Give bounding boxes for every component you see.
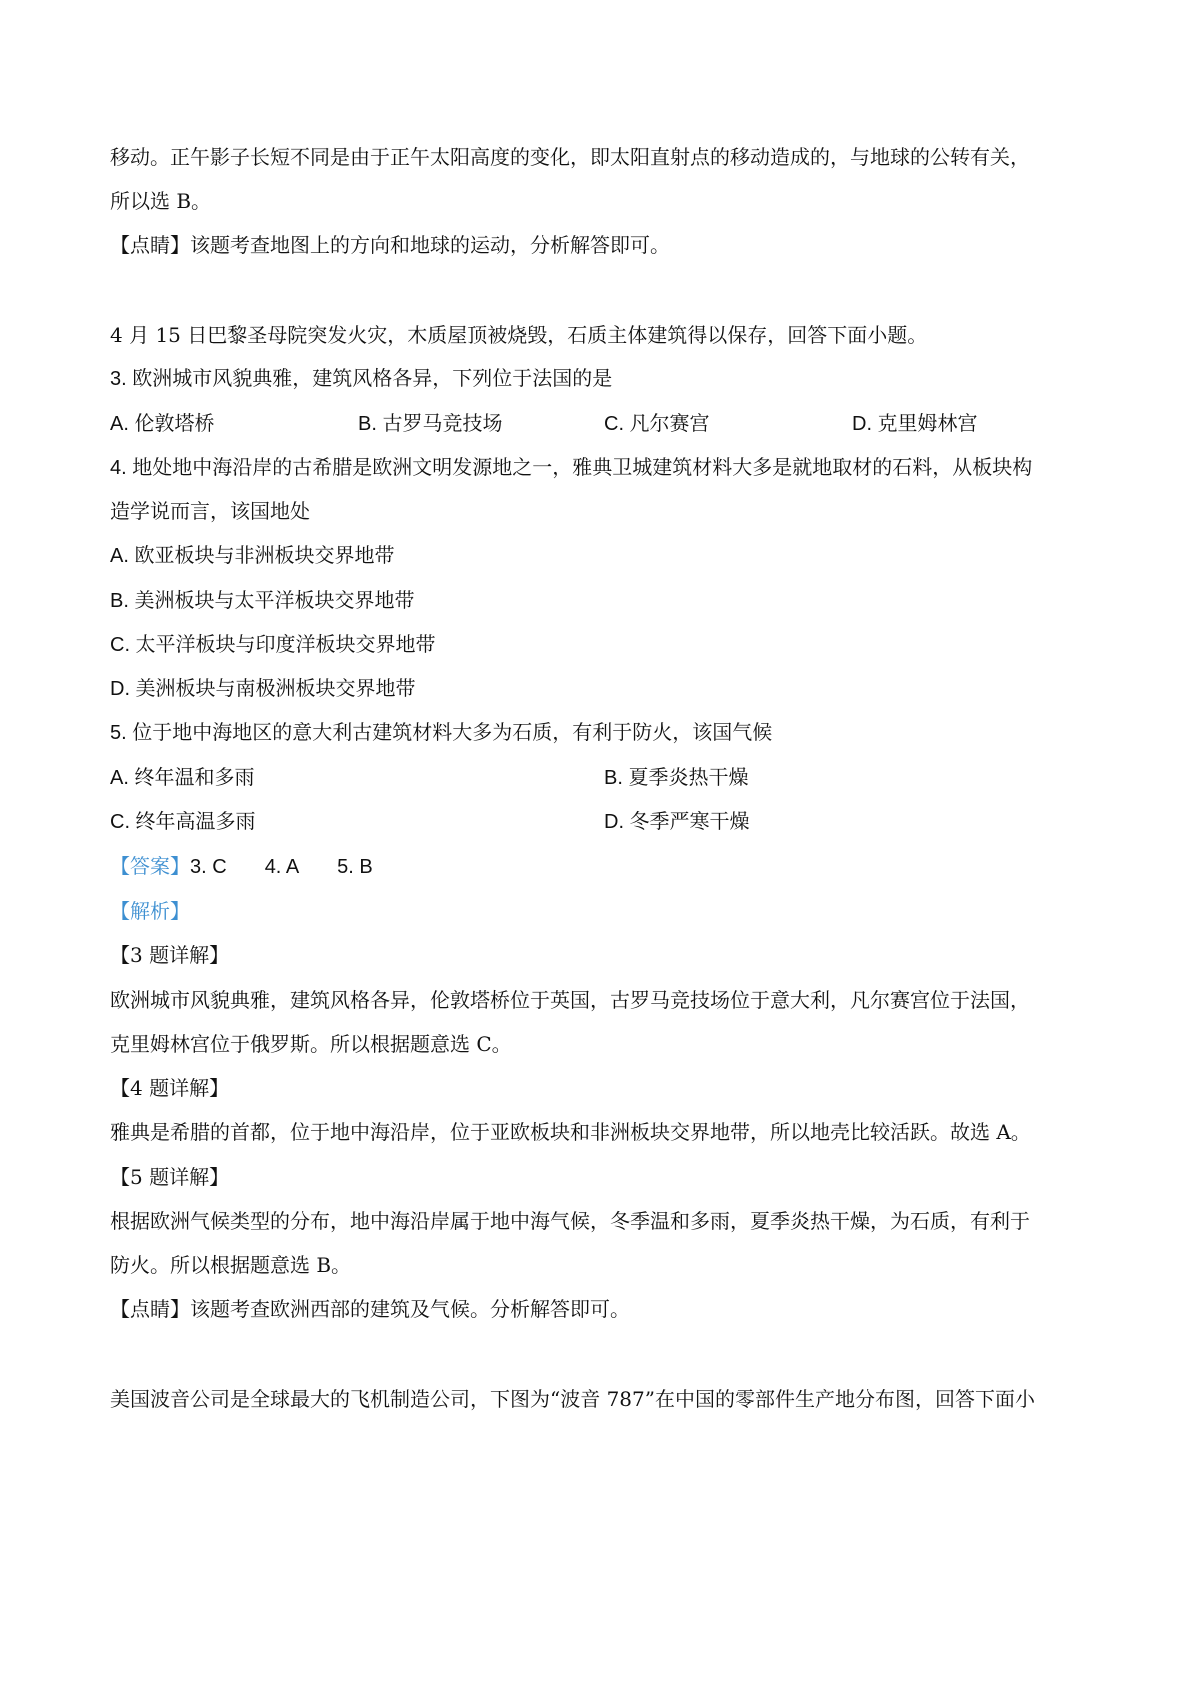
q5-option-c: C. 终年高温多雨: [110, 811, 256, 833]
question-4-line-1: 4. 地处地中海沿岸的古希腊是欧洲文明发源地之一，雅典卫城建筑材料大多是就地取材的石料，从板块构: [110, 457, 1033, 479]
q4-option-c: C. 太平洋板块与印度洋板块交界地带: [110, 634, 436, 656]
answer-line: [110, 852, 411, 882]
detail-4-line-1: 雅典是希腊的首都，位于地中海沿岸，位于亚欧板块和非洲板块交界地带，所以地壳比较活跃。故选 A。: [110, 1120, 1031, 1144]
intro-line-1: 移动。正午影子长短不同是由于正午太阳高度的变化，即太阳直射点的移动造成的，与地球的公转有关，: [110, 145, 1030, 169]
q4-option-d: D. 美洲板块与南极洲板块交界地带: [110, 678, 416, 700]
intro-line-2: 所以选 B。: [110, 189, 212, 213]
answer-item-3: 3. C: [190, 856, 227, 878]
question-5: 5. 位于地中海地区的意大利古建筑材料大多为石质，有利于防火，该国气候: [110, 722, 773, 744]
q3-option-c: C. 凡尔赛宫: [604, 413, 710, 435]
detail-3-line-2: 克里姆林宫位于俄罗斯。所以根据题意选 C。: [110, 1032, 512, 1056]
analysis-label: 【解析】: [110, 899, 190, 923]
analysis-tip: 【点睛】该题考查欧洲西部的建筑及气候。分析解答即可。: [110, 1297, 630, 1321]
q3-option-a: A. 伦敦塔桥: [110, 413, 215, 435]
detail-4-title: 【4 题详解】: [110, 1076, 230, 1100]
q5-option-d: D. 冬季严寒干燥: [604, 811, 750, 833]
answer-item-5: 5. B: [337, 856, 373, 878]
answer-label: 【答案】: [110, 856, 190, 878]
detail-5-line-2: 防火。所以根据题意选 B。: [110, 1253, 352, 1277]
question-4-line-2: 造学说而言，该国地处: [110, 501, 310, 523]
q4-option-a: A. 欧亚板块与非洲板块交界地带: [110, 545, 395, 567]
q5-option-a: A. 终年温和多雨: [110, 767, 255, 789]
answer-item-4: 4. A: [264, 856, 300, 878]
detail-3-line-1: 欧洲城市风貌典雅，建筑风格各异，伦敦塔桥位于英国，古罗马竞技场位于意大利，凡尔赛宫位于法国，: [110, 988, 1030, 1012]
detail-5-title: 【5 题详解】: [110, 1165, 230, 1189]
detail-3-title: 【3 题详解】: [110, 943, 230, 967]
q3-option-d: D. 克里姆林宫: [852, 413, 978, 435]
intro-tip: 【点睛】该题考查地图上的方向和地球的运动，分析解答即可。: [110, 233, 670, 257]
question-3: 3. 欧洲城市风貌典雅，建筑风格各异，下列位于法国的是: [110, 368, 613, 390]
q3-option-b: B. 古罗马竞技场: [358, 413, 503, 435]
group-stem: 4 月 15 日巴黎圣母院突发火灾，木质屋顶被烧毁，石质主体建筑得以保存，回答下面小题。: [110, 323, 928, 347]
detail-5-line-1: 根据欧洲气候类型的分布，地中海沿岸属于地中海气候，冬季温和多雨，夏季炎热干燥，为石质，有利于: [110, 1209, 1030, 1233]
q4-option-b: B. 美洲板块与太平洋板块交界地带: [110, 590, 415, 612]
next-group-stem: 美国波音公司是全球最大的飞机制造公司，下图为“波音 787”在中国的零部件生产地分布图，回答下面小: [110, 1387, 1035, 1411]
q5-option-b: B. 夏季炎热干燥: [604, 767, 749, 789]
